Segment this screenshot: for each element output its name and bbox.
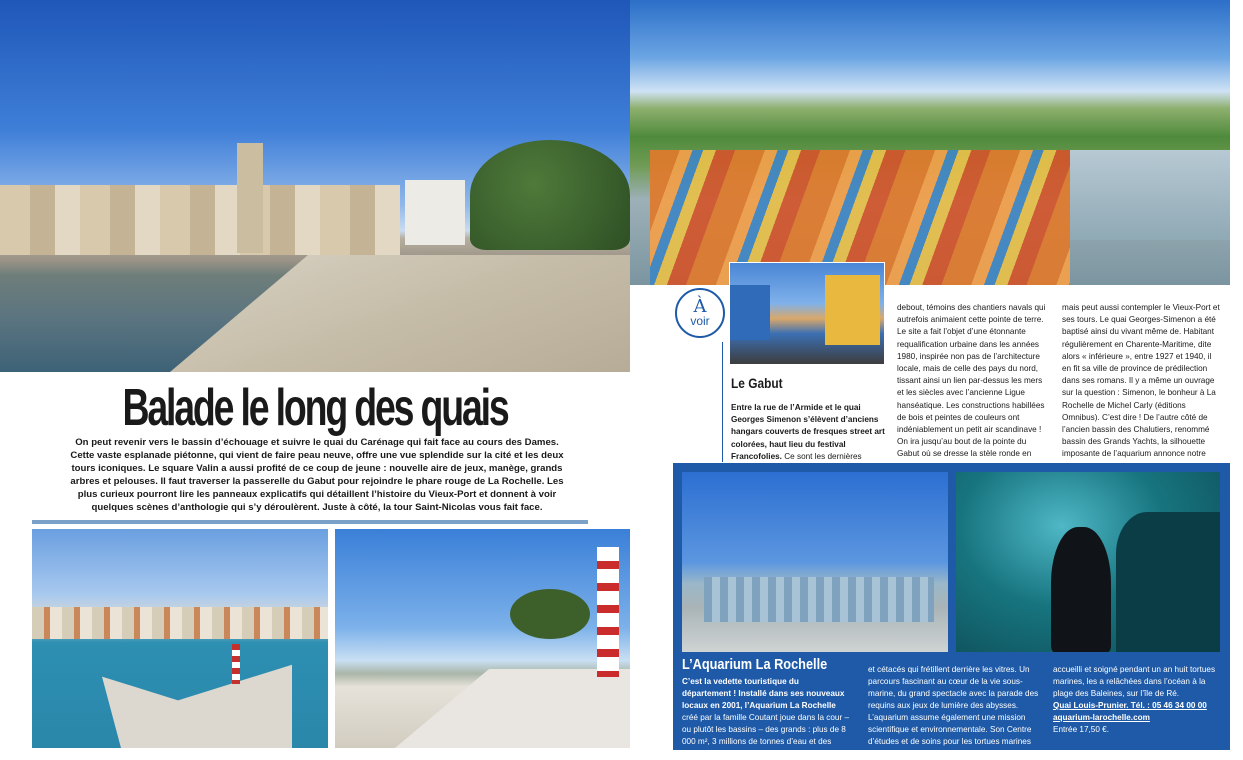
aquarium-column-1-text: créé par la famille Coutant joue dans la cour – ou plutôt les bassins – des grands : plus de 8 000 m², 3 millions de tonnes d’eau et des centaines de poissons [682, 713, 850, 758]
gabut-lead: Entre la rue de l’Armide et le quai Georges Simenon s’élèvent d’anciens hangars couverts de fresques street art colorées, haut lieu du festival Francofolies. [731, 403, 885, 461]
gabut-title: Le Gabut [731, 375, 783, 391]
photo-quai-carenage [0, 0, 630, 372]
aquarium-price: Entrée 17,50 €. [1053, 725, 1109, 734]
divider-rule [32, 520, 588, 524]
photo-pine-tree [510, 589, 590, 639]
photo-tower [237, 143, 263, 253]
a-voir-badge [675, 288, 725, 338]
photo-glass-facade [704, 577, 934, 622]
photo-pier [102, 629, 292, 748]
photo-gabut-aerial [630, 0, 1230, 285]
gabut-column-2: debout, témoins des chantiers navals qui autrefois animaient cette pointe de terre. Le site a fait l’objet d’une étonnante requalification urbaine dans les années 1980, inspirée non pas de l’architecture locale, mais de celle des pays du nord, tissant ainsi un lien par-dessus les mers et les siècles avec l’ancienne Ligue hanséatique. Les constructions habillées de bois et peintes de couleurs ont indéniablement un petit air scandinave ! On ira jusqu’au bout de la pointe du Gabut où se dresse la stèle ronde en [897, 303, 1046, 459]
photo-aquarium-building [682, 472, 948, 652]
photo-yellow-hangar [825, 275, 880, 345]
photo-buildings [0, 185, 400, 255]
photo-harbor [1070, 150, 1230, 240]
photo-trees [470, 140, 630, 250]
aquarium-column-2: et cétacés qui frétillent derrière les vitres. Un parcours fascinant au cœur de la vie sous-marine, du grand spectacle avec la parade des requins aux jeux de lumière des abysses. L’aquarium assume également une mission scientifique et environnementale. Son Centre d’études et de soins pour les tortues marines (CESTM), après avoir [868, 665, 1039, 758]
photo-promenade [395, 669, 630, 748]
photo-rock [1116, 512, 1220, 652]
aquarium-column-3-text: accueilli et soigné pendant un an huit tortues marines, les a relâchées dans l’océan à la plage des Baleines, sur l’île de Ré. [1053, 665, 1216, 698]
photo-visitor-silhouette [1051, 527, 1111, 652]
photo-gabut-hangars [729, 262, 885, 365]
photo-blue-hangar [730, 285, 770, 340]
aquarium-website-link[interactable]: aquarium-larochelle.com [1053, 713, 1150, 722]
gabut-column-1-text: Ce sont les dernières [784, 451, 862, 461]
photo-white-building [405, 180, 465, 245]
aquarium-column-3 [1053, 664, 1221, 736]
aquarium-column-1 [682, 676, 850, 760]
section-divider [722, 342, 723, 462]
aquarium-lead: C’est la vedette touristique du département ! Installé dans ses nouveaux locaux en 2001, l’Aquarium La Rochelle [682, 677, 845, 710]
photo-lighthouse-small [232, 644, 240, 684]
aquarium-title: L’Aquarium La Rochelle [682, 656, 828, 673]
photo-aerial-port [32, 529, 328, 748]
intro-paragraph: On peut revenir vers le bassin d’échouage et suivre le quai du Carénage qui fait face au cours des Dames. Cette vaste esplanade piétonne, qui vient de faire peau neuve, offre une vue splendide sur la cité et les deux tours iconiques. Le square Valin a aussi profité de ce coup de jeune : nouvelle aire de jeux, manège, grands arbres et pelouses. Il faut traverser la passerelle du Gabut pour rejoindre le phare rouge de La Rochelle. Les plus curieux pourront lire les panneaux explicatifs qui détaillent l’histoire du Vieux-Port et donnent à voir quelques scènes d’anthologie qui s’y déroulèrent. Juste à côté, la tour Saint-Nicolas vous fait face. [70, 437, 564, 513]
page-title: Balade le long des quais [122, 379, 508, 437]
photo-lighthouse-promenade [335, 529, 630, 748]
badge-letter: À [693, 296, 707, 317]
photo-town [32, 607, 328, 639]
gabut-column-3: mais peut aussi contempler le Vieux-Port et ses tours. Le quai Georges-Simenon a été baptisé ainsi du vivant même de. Habitant régulièrement en Charente-Maritime, dite alors « inférieure », entre 1927 et 1940, il en fit sa ville de province de prédilection dans ses romans. Il y a même un ouvrage sur la question : Simenon, le bonheur à La Rochelle de Michel Carly (éditions Omnibus). C’est dire ! De l’autre côté de l’ancien bassin des Chalutiers, renommé bassin des Grands Yachts, la silhouette imposante de l’aquarium annonce notre [1062, 303, 1220, 459]
photo-aquarium-tank [956, 472, 1220, 652]
photo-red-lighthouse [597, 547, 619, 677]
badge-word: voir [690, 314, 710, 328]
photo-esplanade [170, 255, 630, 372]
aquarium-contact: Quai Louis-Prunier. Tél. : 05 46 34 00 00 [1053, 701, 1207, 710]
